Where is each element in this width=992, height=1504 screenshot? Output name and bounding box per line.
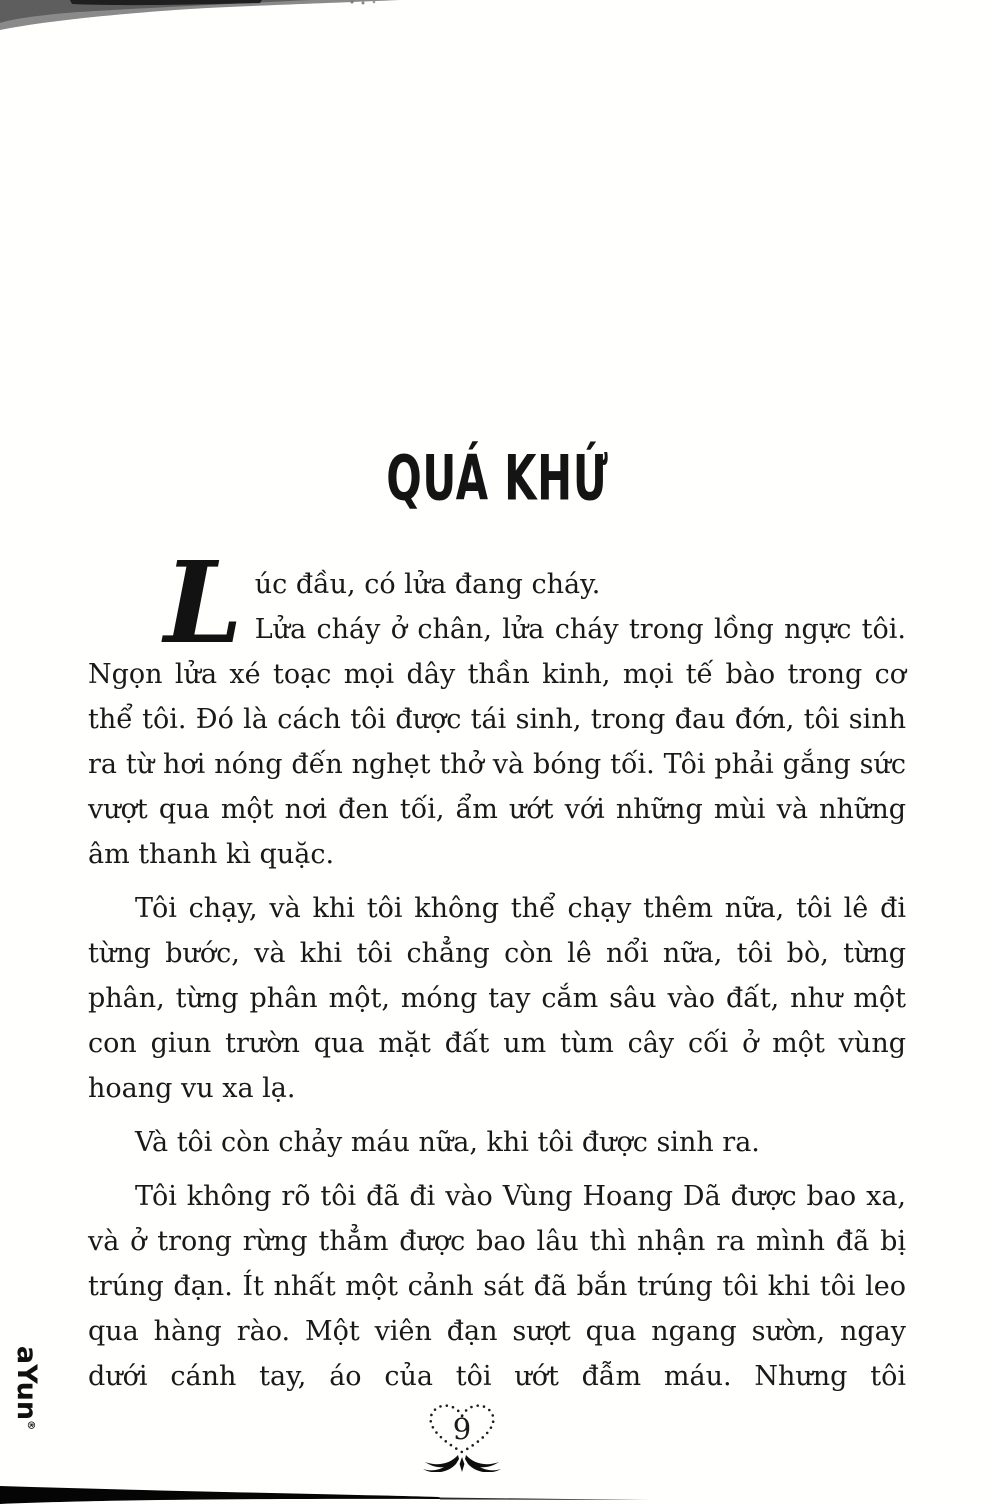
body-text (88, 538, 906, 1408)
scan-artifact-bottom (0, 1480, 992, 1504)
scan-artifact-top (0, 0, 992, 36)
paragraph-opening (88, 538, 906, 877)
registered-mark: ® (25, 1420, 36, 1431)
chapter-title-wrap (88, 441, 906, 515)
paragraph: Tôi chạy, và khi tôi không thể chạy thêm nữa, tôi lê đi từng bước, và khi tôi chẳng còn lê nổi nữa, tôi bò, từng phân, từng phân một, móng tay cắm sâu vào đất, như một con giun trườn qua mặt đất um tùm cây cối ở một vùng hoang vu xa lạ. (88, 893, 906, 1104)
publisher-logo (11, 1342, 45, 1434)
opening-rest: Lửa cháy ở chân, lửa cháy trong lồng ngực tôi. Ngọn lửa xé toạc mọi dây thần kinh, mọi tế bào trong cơ thể tôi. Đó là cách tôi được tái sinh, trong đau đớn, tôi sinh ra từ hơi nóng đến nghẹt thở và bóng tối. Tôi phải gắng sức vượt qua một nơi đen tối, ẩm ướt với những mùi và những âm thanh kì quặc. (88, 614, 906, 870)
opening-first-line: úc đầu, có lửa đang cháy. (254, 569, 601, 600)
publisher-logo-text: aYun (11, 1345, 42, 1421)
dropcap-letter: L (164, 538, 243, 669)
paragraph: Tôi không rõ tôi đã đi vào Vùng Hoang Dã được bao xa, và ở trong rừng thẳm được bao lâu thì nhận ra mình đã bị trúng đạn. Ít nhất một cảnh sát đã bắn trúng tôi khi tôi leo qua hàng rào. Một viên đạn sượt qua ngang sườn, ngay dưới cánh tay, áo của tôi ướt đẫm máu. Nhưng tôi (88, 1181, 906, 1392)
page-number: 9 (452, 1412, 472, 1446)
page-number-ornament (418, 1400, 506, 1472)
paragraph: Và tôi còn chảy máu nữa, khi tôi được sinh ra. (135, 1127, 760, 1158)
chapter-title: QUÁ KHỨ (385, 441, 609, 515)
